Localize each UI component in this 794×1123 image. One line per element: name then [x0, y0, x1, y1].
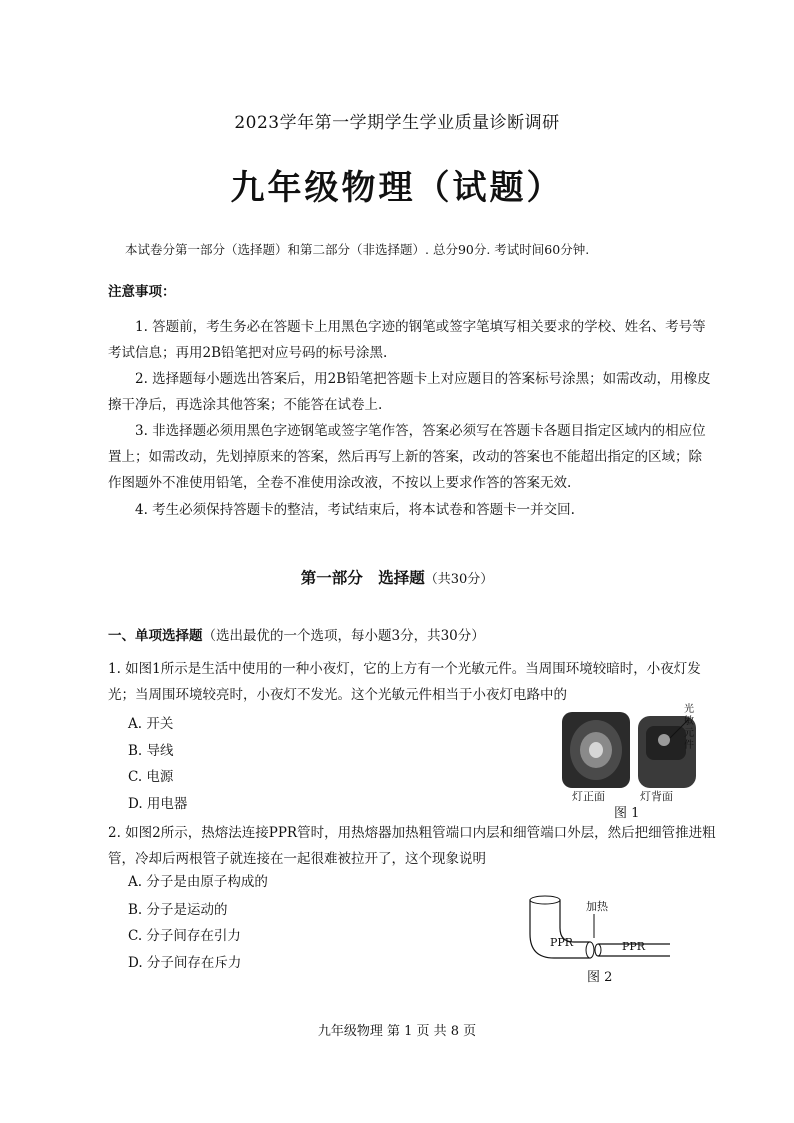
elbow-pipe-top-opening — [530, 896, 560, 904]
question-2-option-c: C. 分子间存在引力 — [128, 928, 241, 944]
section-points: （共30分） — [424, 572, 494, 587]
figure-1-back-label: 灯背面 — [640, 790, 673, 803]
thin-pipe-opening — [595, 944, 601, 956]
figure-2-heat-label: 加热 — [586, 900, 608, 913]
figure-2-pipe-right-label: PPR — [622, 940, 646, 953]
group-note: （选出最优的一个选项，每小题3分，共30分） — [202, 628, 485, 644]
exam-intro: 本试卷分第一部分（选择题）和第二部分（非选择题）. 总分90分. 考试时间60分钟. — [125, 242, 590, 257]
question-2-stem: 2. 如图2所示，热熔法连接PPR管时，用热熔器加热粗管端口内层和细管端口外层，然后把细管推进粗管，冷却后两根管子就连接在一起很难被拉开了，这个现象说明 — [108, 825, 716, 867]
question-2-option-b: B. 分子是运动的 — [128, 902, 228, 918]
figure-1-callout: 光敏元件 — [684, 704, 694, 751]
question-1-option-b: B. 导线 — [128, 743, 174, 759]
figure-1-front-label: 灯正面 — [572, 790, 605, 803]
exam-title: 九年级物理（试题） — [230, 168, 564, 208]
figure-2-pipe-left-label: PPR — [550, 936, 574, 949]
elbow-pipe-icon — [530, 900, 590, 958]
question-group-heading — [108, 624, 485, 644]
page-footer: 九年级物理 第 1 页 共 8 页 — [317, 1024, 477, 1039]
notice-heading: 注意事项： — [108, 284, 176, 300]
notice-item-3: 3. 非选择题必须用黑色字迹钢笔或签字笔作答，答案必须写在答题卡各题目指定区域内的相应位置上；如需改动，先划掉原来的答案，然后再写上新的答案，改动的答案也不能超出指定的区域；除作图题外不准使用铅笔，全卷不准使用涂改液，不按以上要求作答的答案无效. — [108, 423, 706, 491]
notice-item-2: 2. 选择题每小题选出答案后，用2B铅笔把答题卡上对应题目的答案标号涂黑；如需改动，用橡皮擦干净后，再选涂其他答案；不能答在试卷上. — [108, 371, 711, 413]
question-2-option-a: A. 分子是由原子构成的 — [128, 874, 268, 890]
light-sensor-icon — [658, 734, 670, 746]
question-1-option-d: D. 用电器 — [128, 796, 188, 812]
question-2-option-d: D. 分子间存在斥力 — [128, 955, 242, 971]
elbow-pipe-end-opening — [586, 942, 594, 958]
figure-1-number: 图 1 — [614, 806, 640, 821]
night-light-photos — [560, 706, 720, 798]
figure-2-number: 图 2 — [587, 970, 613, 985]
question-1-option-a: A. 开关 — [128, 716, 174, 732]
exam-subtitle: 2023学年第一学期学生学业质量诊断调研 — [234, 113, 560, 133]
question-1-stem: 1. 如图1所示是生活中使用的一种小夜灯，它的上方有一个光敏元件。当周围环境较暗时，小夜灯发光；当周围环境较亮时，小夜灯不发光。这个光敏元件相当于小夜灯电路中的 — [108, 661, 701, 703]
section-title: 第一部分 选择题 — [300, 569, 425, 587]
notice-item-4: 4. 考生必须保持答题卡的整洁，考试结束后，将本试卷和答题卡一并交回. — [135, 502, 575, 518]
notice-item-1: 1. 答题前，考生务必在答题卡上用黑色字迹的钢笔或签字笔填写相关要求的学校、姓名、考号等考试信息；再用2B铅笔把对应号码的标号涂黑. — [108, 319, 706, 361]
question-1-option-c: C. 电源 — [128, 769, 174, 785]
section-heading — [0, 566, 794, 588]
group-label: 一、单项选择题 — [108, 628, 203, 644]
lamp-front-center — [589, 742, 603, 758]
